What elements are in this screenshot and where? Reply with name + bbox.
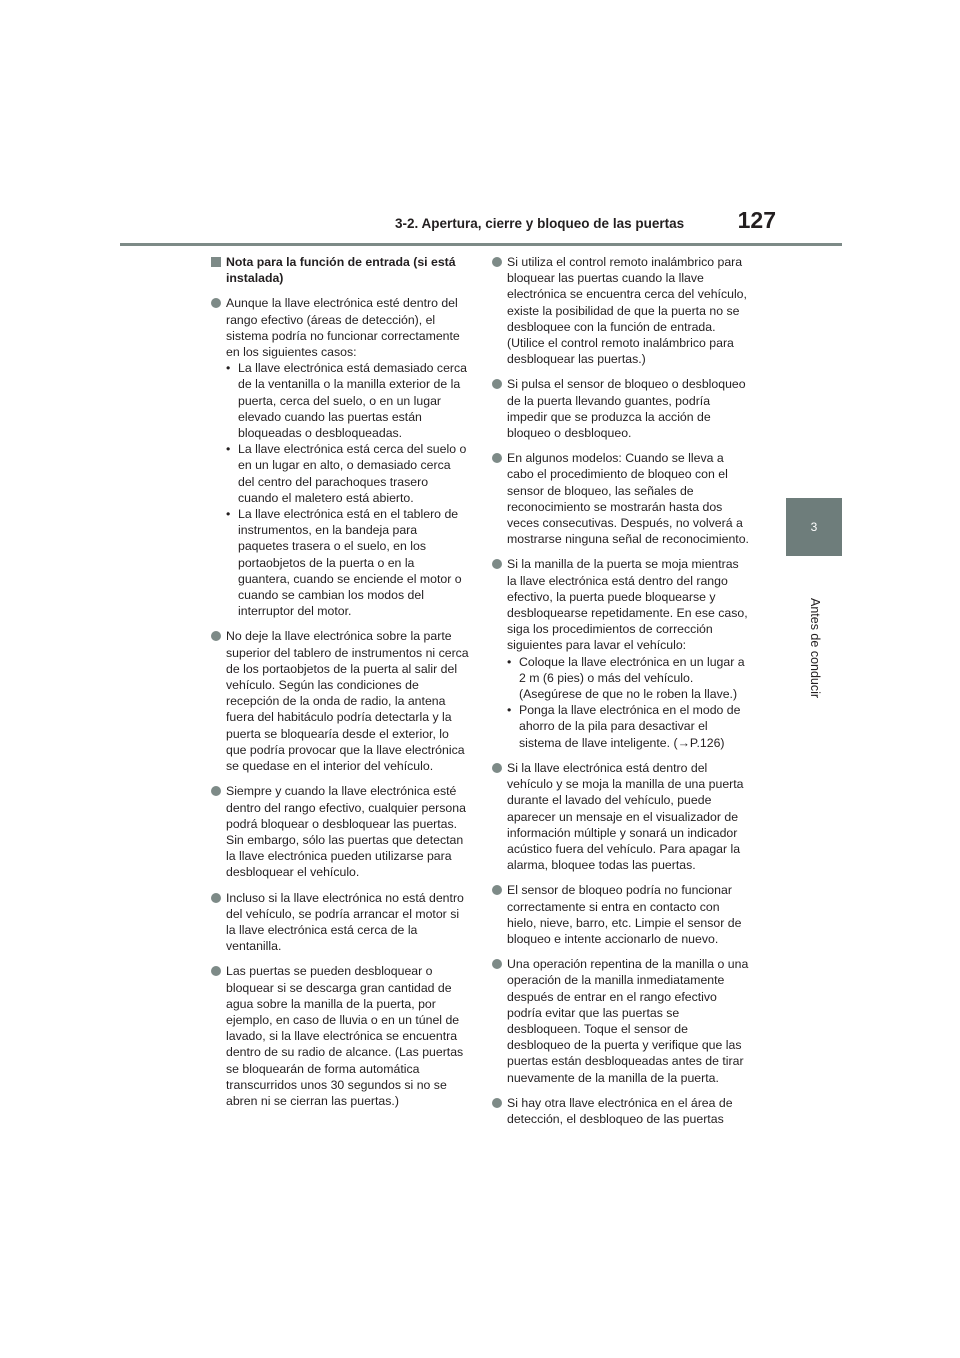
circle-bullet-icon: [492, 559, 502, 569]
sub-list-item: [226, 506, 469, 619]
sub-list-item-text: La llave electrónica está cerca del suelo o en un lugar en alto, o demasiado cerca del centro del parachoques trasero cuando el maletero está abierto.: [238, 442, 467, 505]
sub-list-item: [507, 654, 750, 703]
list-item-text: Si la llave electrónica está dentro del vehículo y se moja la manilla de una puerta durante el lavado del vehículo, puede aparecer un mensaje en el visualizador de información múltiple y sonará un indicador acústico fuera del vehículo. Para apagar la alarma, bloquee todas las puertas.: [507, 760, 744, 873]
list-item-text: Aunque la llave electrónica esté dentro del rango efectivo (áreas de detección), el sistema podría no funcionar correctamente en los siguientes casos:: [226, 296, 460, 360]
circle-bullet-icon: [492, 763, 502, 773]
list-item: [211, 963, 469, 1109]
circle-bullet-icon: [492, 1098, 502, 1108]
list-item-text: Siempre y cuando la llave electrónica esté dentro del rango efectivo, cualquier persona podrá bloquear o desbloquear las puertas. Sin embargo, sólo las puertas que detectan la llave electrónica pueden utilizarse para desbloquear el vehículo.: [226, 784, 466, 880]
circle-bullet-icon: [211, 966, 221, 976]
right-column: [492, 254, 750, 1136]
circle-bullet-icon: [211, 298, 221, 308]
circle-bullet-icon: [211, 631, 221, 641]
list-item-text: Incluso si la llave electrónica no está dentro del vehículo, se podría arrancar el motor si la llave electrónica está cerca de la ventanilla.: [226, 890, 464, 954]
list-item: [492, 450, 750, 547]
sub-list-item-text: Coloque la llave electrónica en un lugar a 2 m (6 pies) o más del vehículo. (Asegúrese de que no le roben la llave.): [519, 654, 745, 702]
square-bullet-icon: [211, 257, 221, 267]
page-number: 127: [737, 207, 776, 233]
list-item-text: No deje la llave electrónica sobre la parte superior del tablero de instrumentos ni cerca de los portaobjetos de la puerta al salir del vehículo. Según las condiciones de recepción de la onda de radio, la antena fuera del habitáculo podría detectarla y la puerta se bloquearía desde el exterior, lo que podría provocar que la llave electrónica se quedase en el interior del vehículo.: [226, 629, 469, 774]
list-item: [492, 556, 750, 750]
list-item: [211, 295, 469, 619]
list-item: [492, 254, 750, 367]
dot-marker-icon: •: [507, 654, 512, 669]
list-item-text: Una operación repentina de la manilla o una operación de la manilla inmediatamente después de entrar en el rango efectivo podría evitar que las puertas se desbloqueen. Toque el sensor de desbloqueo de la puerta y verifique que las puertas están desbloqueadas antes de tirar nuevamente de la manilla de la puerta.: [507, 957, 749, 1085]
list-item: [211, 628, 469, 774]
list-item: [492, 882, 750, 947]
list-item: [211, 783, 469, 880]
circle-bullet-icon: [211, 786, 221, 796]
dot-marker-icon: •: [226, 361, 231, 376]
list-item-text: Si utiliza el control remoto inalámbrico para bloquear las puertas cuando la llave electrónica se encuentra cerca del vehículo, existe la posibilidad de que la puerta no se desbloquee con la función de entrada. (Utilice el control remoto inalámbrico para desbloquear las puertas.): [507, 255, 747, 367]
circle-bullet-icon: [492, 959, 502, 969]
dot-marker-icon: •: [226, 442, 231, 457]
list-item-text: Si pulsa el sensor de bloqueo o desbloqueo de la puerta llevando guantes, podría impedir que se produzca la acción de bloqueo o desbloqueo.: [507, 377, 746, 441]
circle-bullet-icon: [492, 257, 502, 267]
chapter-side-label: Antes de conducir: [808, 598, 822, 699]
circle-bullet-icon: [211, 893, 221, 903]
list-item: [492, 1095, 750, 1127]
list-item-text: Si hay otra llave electrónica en el área de detección, el desbloqueo de las puertas: [507, 1095, 733, 1126]
sub-list-item-text: La llave electrónica está demasiado cerca de la ventanilla o la manilla exterior de la puerta, cerca del suelo, o en un lugar elevado cuando las puertas están bloqueadas o desbloqueadas.: [238, 361, 467, 441]
heading-text: Nota para la función de entrada (si está instalada): [226, 255, 456, 286]
list-item-text: Las puertas se pueden desbloquear o bloquear si se descarga gran cantidad de agua sobre la manilla de la puerta, por ejemplo, en caso de lluvia o en un túnel de lavado, si la llave electrónica se encuentra dentro de su radio de alcance. (Las puertas se bloquearán de forma automática transcurridos unos 30 segundos si no se abren ni se cierran las puertas.): [226, 964, 464, 1108]
circle-bullet-icon: [492, 885, 502, 895]
list-item: [492, 760, 750, 873]
sub-list-item-text: La llave electrónica está en el tablero de instrumentos, en la bandeja para paquetes trasera o el suelo, en los portaobjetos de la puerta o en la guantera, cuando se enciende el motor o cuando se cambian los modos del interruptor del motor.: [238, 507, 462, 619]
list-item: [492, 376, 750, 441]
section-header-title: 3-2. Apertura, cierre y bloqueo de las puertas: [395, 216, 685, 231]
chapter-tab: [786, 498, 842, 556]
sub-list-item: [226, 441, 469, 506]
list-item-text: Si la manilla de la puerta se moja mientras la llave electrónica está dentro del rango efectivo, la puerta puede bloquearse y desbloquearse repetidamente. En ese caso, siga los procedimientos de corrección siguientes para lavar el vehículo:: [507, 557, 748, 653]
header-divider: [120, 243, 842, 246]
section-heading: [211, 254, 469, 286]
list-item-text: El sensor de bloqueo podría no funcionar correctamente si entra en contacto con hielo, nieve, barro, etc. Limpie el sensor de bloqueo e intente accionarlo de nuevo.: [507, 883, 742, 946]
list-item: [211, 890, 469, 955]
list-item: [492, 956, 750, 1086]
list-item-text: En algunos modelos: Cuando se lleva a cabo el procedimiento de bloqueo con el sensor de bloqueo, las señales de reconocimiento se mostrarán hasta dos veces consecutivas. Después, no volverá a mostrarse ninguna señal de reconocimiento.: [507, 451, 749, 547]
sub-list-item: [226, 360, 469, 441]
left-column: [211, 254, 469, 1118]
sub-list-item: [507, 702, 750, 751]
chapter-number: 3: [810, 520, 818, 534]
circle-bullet-icon: [492, 379, 502, 389]
sub-list-item-text: Ponga la llave electrónica en el modo de ahorro de la pila para desactivar el sistema de llave inteligente. (→P.126): [519, 703, 741, 750]
circle-bullet-icon: [492, 453, 502, 463]
dot-marker-icon: •: [226, 507, 231, 522]
dot-marker-icon: •: [507, 703, 512, 718]
